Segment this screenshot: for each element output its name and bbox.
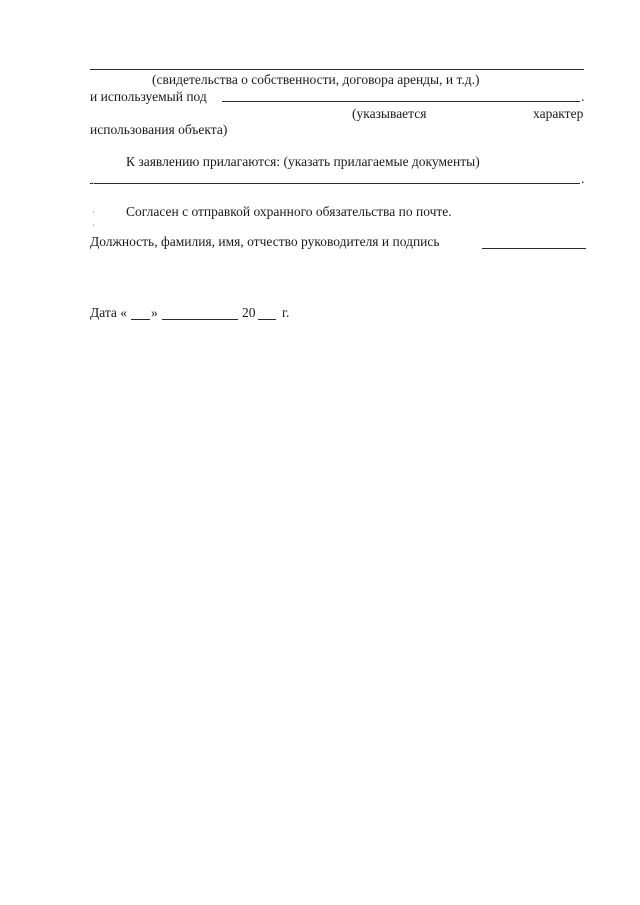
date-year-field-line[interactable]: [258, 319, 276, 320]
attachments-period: .: [581, 171, 585, 186]
used-for-field-line[interactable]: [222, 101, 580, 102]
specify-note: (указывается: [352, 106, 427, 121]
ownership-docs-note: (свидетельства о собственности, договора аренды, и т.д.): [152, 72, 480, 87]
attachments-field-line[interactable]: [90, 183, 580, 184]
date-year-suffix: г.: [282, 305, 290, 320]
scan-artifact: [93, 224, 94, 226]
object-use-note: использования объекта): [90, 122, 228, 137]
consent-text: Согласен с отправкой охранного обязательства по почте.: [126, 204, 452, 219]
ownership-docs-underline: [90, 69, 584, 70]
date-prefix: Дата «: [90, 305, 128, 320]
attachments-label: К заявлению прилагаются: (указать прилагаемые документы): [126, 154, 480, 169]
signature-label: Должность, фамилия, имя, отчество руководителя и подпись: [90, 234, 440, 249]
date-year-prefix: 20: [242, 305, 256, 320]
signature-field-line[interactable]: [482, 248, 586, 249]
date-day-field-line[interactable]: [131, 319, 150, 320]
scan-artifact: [93, 182, 94, 184]
date-close-quote: »: [151, 305, 158, 320]
scan-artifact: [93, 211, 94, 213]
character-note: характер: [533, 106, 584, 121]
date-month-field-line[interactable]: [162, 319, 238, 320]
used-for-label: и используемый под: [90, 89, 207, 104]
used-for-period: .: [581, 89, 585, 104]
